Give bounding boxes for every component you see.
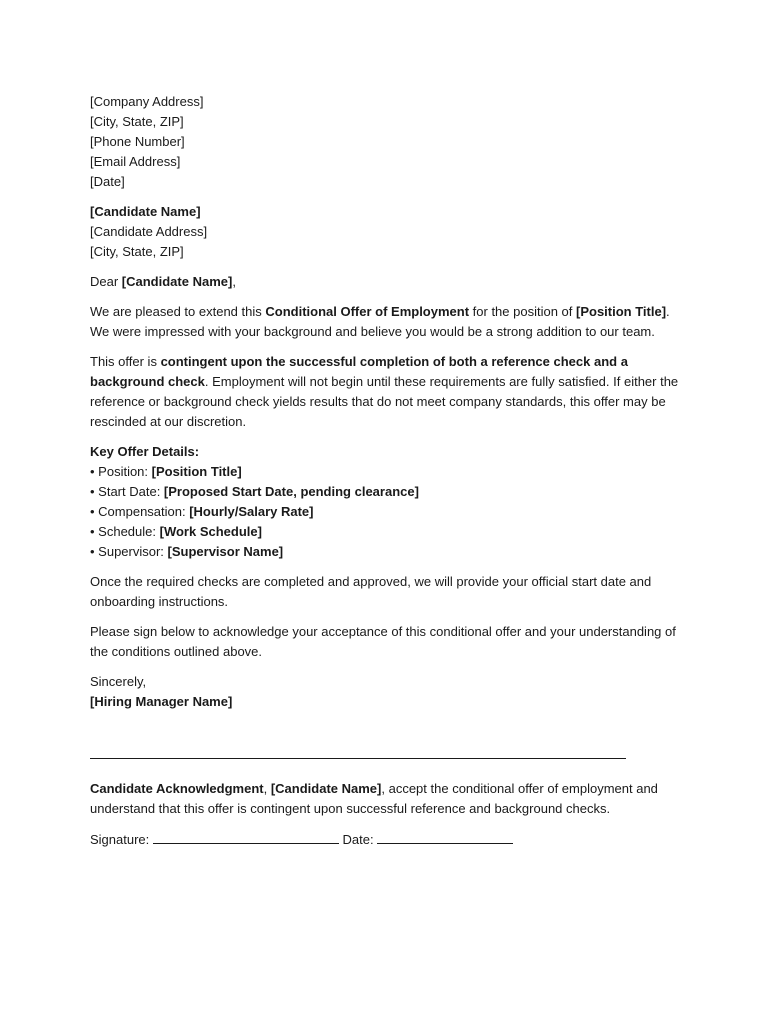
detail-label: • Compensation: [90,504,190,519]
detail-label: • Schedule: [90,524,160,539]
offer-intro-paragraph [90,302,690,342]
closing-block [90,672,690,712]
contingency-text-2: . Employment will not begin until these requirements are fully satisfied. If either the reference or background check yields results that do not meet company standards, this offer may be rescinded at our discretion. [90,374,679,429]
offer-intro-text-3: . We were impressed with your background and believe you would be a strong addition to our team. [90,304,670,339]
company-city-state-zip: [City, State, ZIP] [90,114,184,129]
detail-item-compensation [90,502,690,522]
salutation-name: [Candidate Name] [121,274,233,289]
acknowledgment-candidate-name: [Candidate Name] [270,781,382,796]
signature-label: Signature: [90,832,153,847]
company-address: [Company Address] [90,94,204,109]
detail-item-position [90,462,690,482]
key-offer-details [90,442,690,562]
sender-block [90,92,690,192]
candidate-city-state-zip: [City, State, ZIP] [90,244,184,259]
date-line[interactable] [377,829,513,844]
divider-line [90,758,626,759]
salutation-prefix: Dear [90,274,122,289]
company-phone: [Phone Number] [90,134,185,149]
offer-intro-bold-1: Conditional Offer of Employment [265,304,470,319]
detail-value: [Proposed Start Date, pending clearance] [163,484,419,499]
detail-value: [Supervisor Name] [167,544,284,559]
candidate-name: [Candidate Name] [90,204,201,219]
date-label: Date: [338,832,378,847]
detail-item-start-date [90,482,690,502]
letter-date: [Date] [90,174,125,189]
contingency-text-1: This offer is [90,354,161,369]
signature-row [90,829,690,850]
signature-line[interactable] [153,829,339,844]
acknowledgment-paragraph [90,779,690,819]
details-heading: Key Offer Details: [90,444,200,459]
detail-value: [Position Title] [151,464,242,479]
closing-text: Sincerely, [90,674,147,689]
offer-intro-text-1: We are pleased to extend this [90,304,266,319]
letter-page [90,92,690,860]
acknowledgment-heading: Candidate Acknowledgment [90,781,264,796]
next-steps-paragraph: Once the required checks are completed and approved, we will provide your official start date and onboarding instructions. [90,574,652,609]
contingency-bold: contingent upon the successful completion of both a reference check and a background check [90,354,628,389]
acknowledgment-text-1: , [263,781,271,796]
detail-value: [Hourly/Salary Rate] [189,504,314,519]
hiring-manager-name: [Hiring Manager Name] [90,694,233,709]
recipient-block [90,202,690,262]
detail-item-schedule [90,522,690,542]
offer-intro-text-2: for the position of [469,304,576,319]
detail-label: • Supervisor: [90,544,168,559]
salutation-suffix: , [232,274,236,289]
candidate-address: [Candidate Address] [90,224,208,239]
offer-intro-position: [Position Title] [576,304,667,319]
acknowledgment-text-2: , accept the conditional offer of employment and understand that this offer is contingent upon successful reference and background checks. [90,781,658,816]
detail-label: • Start Date: [90,484,164,499]
detail-label: • Position: [90,464,152,479]
detail-item-supervisor [90,542,690,562]
sign-request-paragraph: Please sign below to acknowledge your acceptance of this conditional offer and your understanding of the conditions outlined above. [90,624,676,659]
company-email: [Email Address] [90,154,181,169]
salutation [90,272,690,292]
detail-value: [Work Schedule] [159,524,262,539]
contingency-paragraph [90,352,690,432]
